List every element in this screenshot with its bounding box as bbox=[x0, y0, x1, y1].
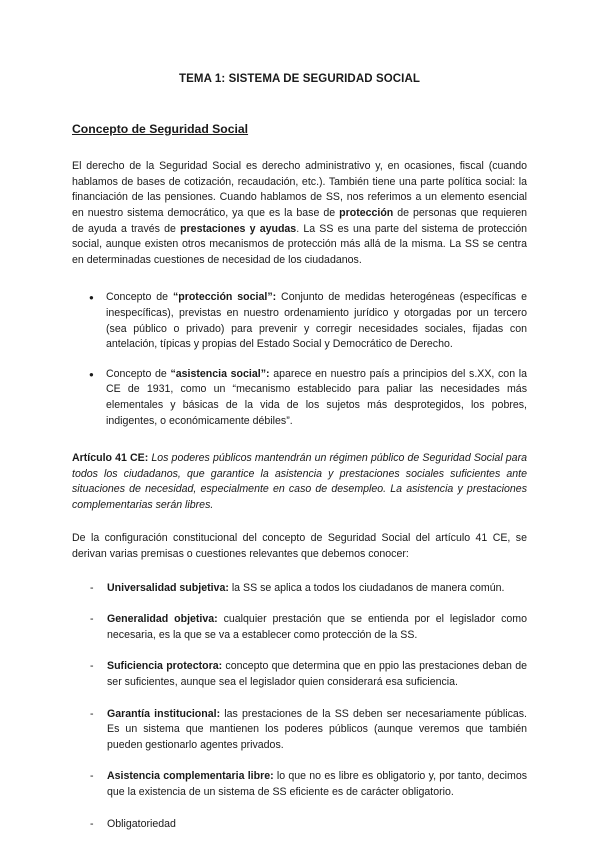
item-text: las prestaciones de la SS deben ser necesariamente públicas. Es un sistema que mantienen los poderes públicos (aunque veremos que también pueden gestionarlo agentes privados. bbox=[107, 707, 527, 751]
article-label: Artículo 41 CE: bbox=[72, 452, 149, 465]
item-term: Suficiencia protectora: bbox=[107, 660, 223, 673]
bullet-text: aparece en nuestro país a principios del s.XX, con la CE de 1931, como un “mecanismo establecido para paliar las necesidades más elementales y básicas de la vida de los sujetos más desprotegidos, los pobres, indigentes, o económicamente débiles”. bbox=[106, 367, 527, 427]
item-text: Obligatoriedad bbox=[107, 817, 176, 830]
dash-marker: - bbox=[90, 817, 94, 830]
item-term: Garantía institucional: bbox=[107, 707, 221, 720]
para-bold-term: prestaciones y ayudas bbox=[180, 222, 297, 235]
intro-paragraph bbox=[72, 159, 527, 268]
list-item bbox=[72, 581, 527, 597]
list-item bbox=[72, 817, 527, 833]
document-page bbox=[72, 72, 527, 832]
article-41-paragraph bbox=[72, 451, 527, 513]
item-term: Universalidad subjetiva: bbox=[107, 581, 229, 594]
list-item bbox=[72, 659, 527, 690]
section-title: Concepto de Seguridad Social bbox=[72, 121, 249, 136]
bullet-marker: ● bbox=[89, 293, 94, 303]
bullet-text: Conjunto de medidas heterogéneas (específicas e inespecíficas), previstas en nuestro ordenamiento jurídico y otorgadas por un tercero (sea público o privado) para prevenir y corregir necesidades sociales, fijadas con antelación, típicas y propias del Estado Social y Democrático de Derecho. bbox=[106, 291, 527, 351]
document-title: TEMA 1: SISTEMA DE SEGURIDAD SOCIAL bbox=[179, 73, 420, 85]
dash-marker: - bbox=[90, 770, 94, 783]
item-text: lo que no es libre es obligatorio y, por tanto, decimos que la existencia de un sistema de SS eficiente es de carácter obligatorio. bbox=[107, 770, 528, 798]
premises-list bbox=[72, 581, 527, 833]
bullet-prefix: Concepto de bbox=[106, 291, 173, 304]
item-term: Generalidad objetiva: bbox=[107, 613, 218, 626]
para-text: de personas que requieren de ayuda a través de bbox=[72, 206, 528, 235]
bullet-item bbox=[72, 367, 527, 429]
para-text: El derecho de la Seguridad Social es derecho administrativo y, en ocasiones, fiscal (cuando hablamos de bases de cotización, recaudación, etc.). También tiene una parte política social: la financiación de las pensiones. Cuando hablamos de SS, nos referimos a un elemento esencial en nuestro sistema democrático, ya que es la base de bbox=[72, 160, 527, 219]
bullet-marker: ● bbox=[89, 369, 94, 379]
list-item bbox=[72, 707, 527, 754]
dash-marker: - bbox=[90, 613, 94, 626]
item-term: Asistencia complementaria libre: bbox=[107, 770, 274, 783]
bullet-term: “asistencia social”: bbox=[170, 367, 270, 380]
premises-intro: De la configuración constitucional del concepto de Seguridad Social del artículo 41 CE, se derivan varias premisas o cuestiones relevantes que debemos conocer: bbox=[72, 532, 527, 561]
bullet-prefix: Concepto de bbox=[106, 367, 171, 380]
dash-marker: - bbox=[90, 581, 94, 594]
list-item bbox=[72, 612, 527, 643]
item-text: cualquier prestación que se entienda por el legislador como necesaria, es la que se va a establecer como protección de la SS. bbox=[107, 613, 527, 641]
bullet-item bbox=[72, 290, 527, 352]
para-text: . La SS es una parte del sistema de protección social, aunque existen otros mecanismos de protección más allá de la misma. La SS se centra en determinadas cuestiones de necesidad de los ciudadanos. bbox=[72, 222, 527, 266]
article-text: Los poderes públicos mantendrán un régimen público de Seguridad Social para todos los ciudadanos, que garantice la asistencia y prestaciones sociales suficientes ante situaciones de necesidad, especialmente en caso de desempleo. La asistencia y prestaciones complementarias serán libres. bbox=[72, 452, 527, 511]
dash-marker: - bbox=[90, 707, 94, 720]
concept-bullet-list bbox=[72, 290, 527, 429]
bullet-term: “protección social”: bbox=[172, 291, 277, 304]
dash-marker: - bbox=[90, 660, 94, 673]
item-text: la SS se aplica a todos los ciudadanos de manera común. bbox=[228, 581, 505, 594]
item-text: concepto que determina que en ppio las prestaciones deban de ser suficientes, aunque sea el legislador quien considerará esa suficiencia. bbox=[107, 660, 527, 689]
list-item bbox=[72, 769, 527, 800]
para-bold-term: protección bbox=[339, 206, 394, 219]
